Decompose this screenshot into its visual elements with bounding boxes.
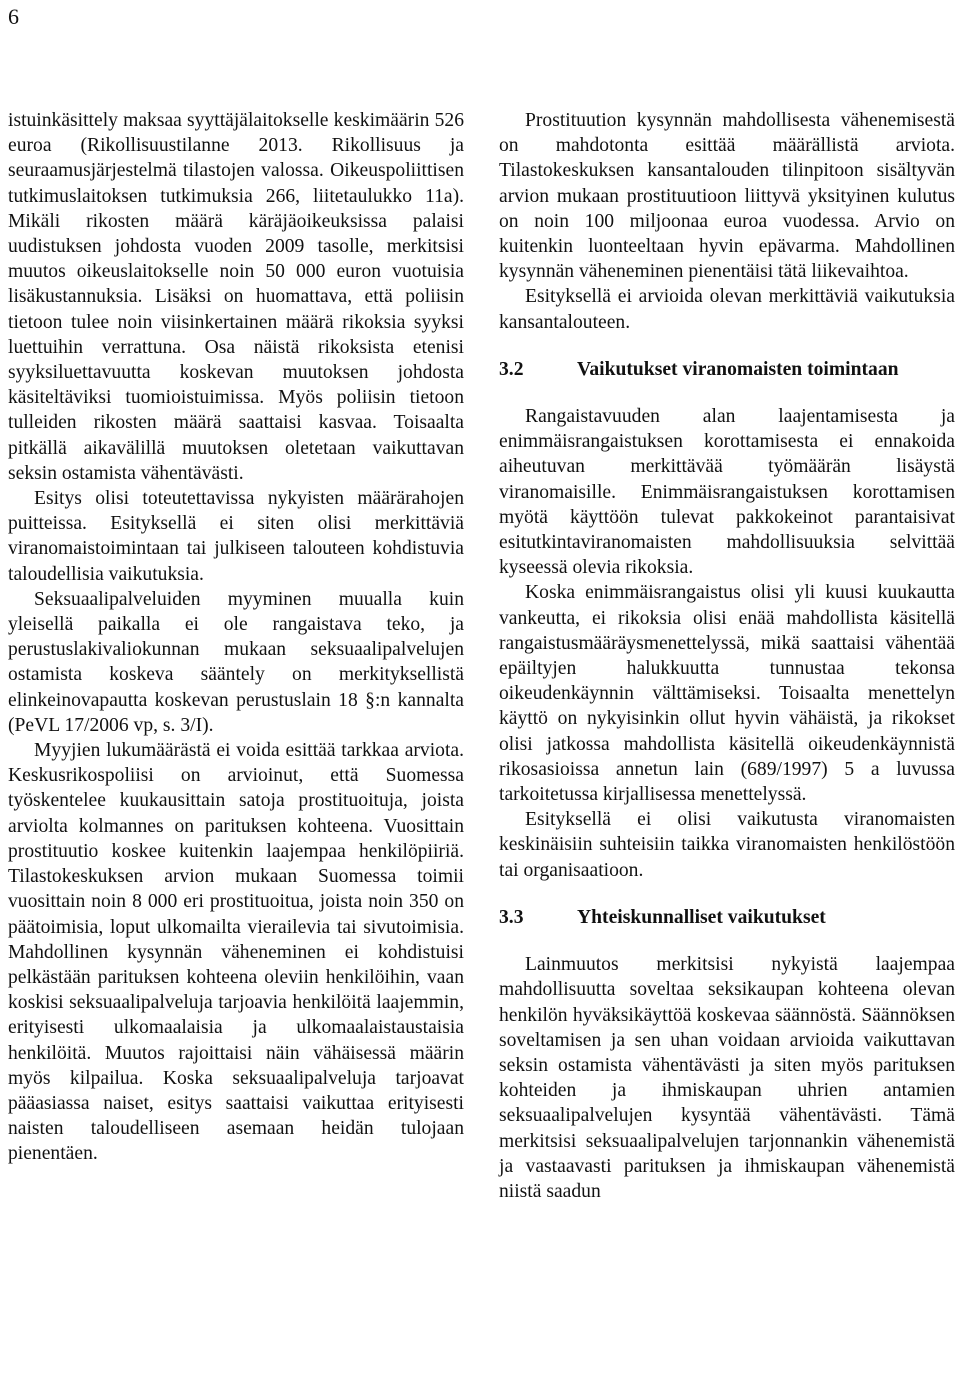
body-paragraph: Koska enimmäisrangaistus olisi yli kuusi kuukautta vankeutta, ei rikoksia olisi enää mahdollista käsitellä rangaistusmääräysmenettelyssä, mikä saattaisi vähentää epäiltyjen halukkuutta tunnustaa tekonsa oikeudenkäynnin välttämiseksi. Toisaalta menettelyn käyttö on nykyisinkin ollut hyvin vähäistä, ja rikokset olisi jatkossa mahdollista käsitellä oikeudenkäynnistä rikosasioissa annetun lain (689/1997) 5 a luvussa tarkoitetussa kirjallisessa menettelyssä. <box>499 582 955 806</box>
section-heading-3-2 <box>499 357 955 382</box>
body-paragraph: Esitys olisi toteutettavissa nykyisten määrärahojen puitteissa. Esityksellä ei siten olisi merkittäviä viranomaistoimintaan tai julkiseen talouteen kohdistuvia taloudellisia vaikutuksia. <box>8 488 464 585</box>
section-heading-3-3 <box>499 905 955 930</box>
page-number: 6 <box>8 4 19 29</box>
body-paragraph: Seksuaalipalveluiden myyminen muualla kuin yleisellä paikalla ei ole rangaistava teko, ja perustuslakivaliokunnan mukaan seksuaalipalvelujen ostamista koskeva sääntely on merkityksellistä elinkeinovapautta koskevan perustuslain 18 §:n kannalta (PeVL 17/2006 vp, s. 3/I). <box>8 588 464 736</box>
section-number: 3.3 <box>499 906 524 928</box>
section-title: Vaikutukset viranomaisten toimintaan <box>577 358 899 380</box>
body-paragraph: istuinkäsittely maksaa syyttäjälaitokselle keskimäärin 526 euroa (Rikollisuustilanne 2013. Rikollisuus ja seuraamusjärjestelmä tilastojen valossa. Oikeuspoliittisen tutkimuslaitoksen tutkimuksia 266, liitetaulukko 11a). Mikäli rikosten määrä käräjäoikeuksissa palaisi uudistuksen johdosta vuoden 2009 tasolle, merkitsisi muutos oikeuslaitokselle noin 50 000 euron vuotuisia lisäkustannuksia. Lisäksi on huomattava, että poliisin tietoon tulee noin viisinkertainen määrä rikoksia syyksi luettuihin verrattuna. Osa näistä rikoksista etenisi syyksiluettavuutta koskevan muutoksen johdosta käsiteltäviksi tuomioistuimissa. Myös poliisin tietoon tulleiden rikosten määrä saattaisi kasvaa. Toisaalta pitkällä aikavälillä muutoksen oletetaan vaikuttavan seksin ostamista vähentävästi. <box>8 110 464 484</box>
body-paragraph: Lainmuutos merkitsisi nykyistä laajempaa mahdollisuutta soveltaa seksikaupan kohteena olevan henkilön hyväksikäyttöä koskevaa säännöstä. Säännöksen soveltamisen ja sen uhan voidaan arvioida vaikuttavan seksin ostamista vähentävästi ja siten myös parituksen kohteiden ja ihmiskaupan uhrien antamien seksuaalipalvelujen kysyntää vähentävästi. Tämä merkitsisi seksuaalipalvelujen tarjonnankin vähenemistä ja vastaavasti parituksen ja ihmiskaupan vähenemistä niistä saadun <box>499 954 955 1202</box>
body-paragraph: Myyjien lukumäärästä ei voida esittää tarkkaa arviota. Keskusrikospoliisi on arvioinut, että Suomessa työskentelee kuukausittain satoja prostituoituja, joista arviolta kolmannes on parituksen kohteena. Vuosittain prostituutio koskee kuitenkin laajempaa henkilöpiiriä. Tilastokeskuksen arvion mukaan Suomessa toimii vuosittain noin 8 000 eri prostituoitua, joista noin 350 on päätoimisia, loput ulkomailta vierailevia tai sivutoimisia. Mahdollinen kysynnän väheneminen ei kohdistuisi pelkästään parituksen kohteena oleviin henkilöihin, vaan koskisi seksuaalipalveluja tarjoavia henkilöitä laajemmin, erityisesti ulkomaalaisia ja ulkomaalaistaustaisia henkilöitä. Muutos rajoittaisi näin vähäisessä määrin myös kilpailua. Koska seksuaalipalveluja tarjoavat pääasiassa naiset, esitys saattaisi vaikuttaa erityisesti naisten taloudelliseen asemaan heidän tulojaan pienentäen. <box>8 740 464 1165</box>
body-paragraph: Esityksellä ei arvioida olevan merkittäviä vaikutuksia kansantalouteen. <box>499 286 955 333</box>
right-column <box>499 108 955 1204</box>
body-paragraph: Prostituution kysynnän mahdollisesta vähenemisestä on mahdotonta esittää määrällistä arviota. Tilastokeskuksen kansantalouden tilinpitoon sisältyvän arvion mukaan prostituutioon liittyvä yksityinen kulutus on noin 100 miljoonaa euroa vuodessa. Arvio on kuitenkin luonteeltaan hyvin epävarma. Mahdollinen kysynnän väheneminen pienentäisi tätä liikevaihtoa. <box>499 110 955 283</box>
section-number: 3.2 <box>499 358 524 380</box>
body-paragraph: Esityksellä ei olisi vaikutusta viranomaisten keskinäisiin suhteisiin taikka viranomaisten henkilöstöön tai organisaatioon. <box>499 809 955 881</box>
body-paragraph: Rangaistavuuden alan laajentamisesta ja enimmäisrangaistuksen korottamisesta ei ennakoida aiheutuvan merkittävää työmäärän lisäystä viranomaisille. Enimmäisrangaistuksen korottamisen myötä käyttöön tulevat pakkokeinot parantaisivat esitutkintaviranomaisten mahdollisuuksia selvittää kyseessä olevia rikoksia. <box>499 406 955 579</box>
left-column <box>8 108 464 1167</box>
section-title: Yhteiskunnalliset vaikutukset <box>577 906 826 928</box>
